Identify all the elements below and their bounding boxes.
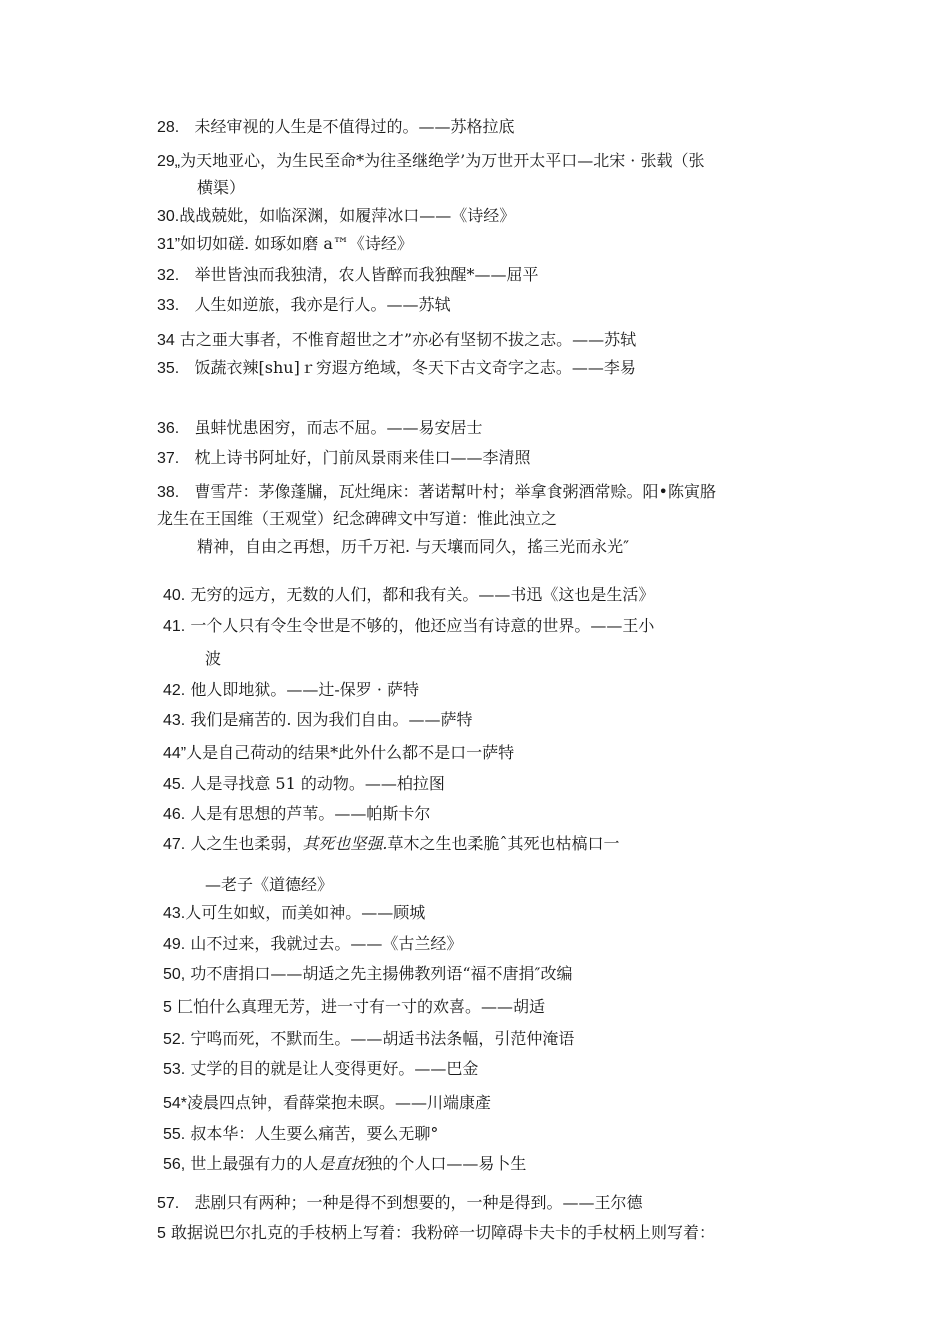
quote-line: [163, 997, 545, 1018]
quote-text: 饭蔬衣辣[shu]ｒ穷遐方绝域，冬天下古文奇字之志。——李易: [194, 358, 636, 377]
quote-line: [157, 482, 716, 503]
quote-text: 他人即地狱。——辻-保罗 · 萨特: [190, 680, 420, 699]
item-number: 50,: [163, 966, 186, 983]
quote-line: [157, 295, 451, 316]
quote-line: [163, 616, 654, 637]
quote-line: [163, 710, 473, 731]
quote-text: 人之生也柔弱，: [190, 834, 303, 853]
item-number: 46.: [163, 806, 186, 823]
quote-continuation: [205, 875, 333, 895]
quote-text: 战战兢妣，如临深渊，如履萍冰口——《诗经》: [179, 206, 516, 225]
quote-text: 无穷的远方，无数的人们，都和我有关。——书迅《这也是生活》: [190, 585, 655, 604]
item-number: 53.: [163, 1061, 186, 1078]
quote-text: 一个人只有令生令世是不够的，他还应当有诗意的世界。——王小: [190, 616, 655, 635]
quote-continuation: [197, 537, 629, 557]
quote-line: [157, 1193, 643, 1214]
quote-line: [157, 265, 539, 286]
quote-line: [157, 448, 531, 469]
quote-text-italic: 其死也坚强.: [302, 834, 388, 853]
quote-text: 草木之生也柔脆ˆ其死也枯槁口一: [387, 834, 620, 853]
quote-line: [163, 680, 419, 701]
item-number: 49.: [163, 936, 186, 953]
item-number: 55.: [163, 1126, 186, 1143]
quote-text: 宁鸣而死，不默而生。——胡适书法条幅，引范仲淹语: [190, 1029, 575, 1048]
quote-line: [163, 1093, 491, 1114]
item-number: 35.: [157, 360, 180, 377]
quote-line: [163, 743, 514, 764]
item-number: 56,: [163, 1156, 186, 1173]
item-number: 42.: [163, 682, 186, 699]
quote-continuation: [157, 509, 557, 529]
item-number: 33.: [157, 297, 180, 314]
quote-line: [163, 903, 425, 924]
quote-text: 人是寻找意 51 的动物。——柏拉图: [190, 774, 445, 793]
item-number: 31”: [157, 236, 181, 253]
quote-text-italic: 是直抚: [318, 1154, 367, 1173]
quote-line: [163, 1029, 574, 1050]
quote-text: 未经审视的人生是不值得过的。——苏格拉底: [194, 117, 515, 136]
item-number: 30.: [157, 208, 180, 225]
quote-text: 虽蚌忧患困穷，而志不屈。——易安居士: [194, 418, 483, 437]
item-number: 44”: [163, 745, 187, 762]
quote-text: 龙生在王国维（王观堂）纪念碑碑文中写道：惟此浊立之: [157, 509, 558, 528]
item-number: 40.: [163, 587, 186, 604]
quote-text: 精神，自由之再想，历千万祀. 与天壤而同久，搖三光而永光″: [197, 537, 630, 556]
quote-text: 为天地亚心，为生民至命*为往圣继绝学’为万世开太平口—北宋 · 张载（张: [180, 151, 705, 170]
quote-line: [157, 330, 636, 351]
item-number: 32.: [157, 267, 180, 284]
item-number: 43.: [163, 905, 186, 922]
quote-line: [157, 418, 483, 439]
quote-text: 横渠）: [197, 178, 246, 197]
quote-continuation: [205, 649, 221, 669]
quote-text: 人是自己荷动的结果*此外什么都不是口一萨特: [186, 743, 515, 762]
quote-line: [163, 1124, 438, 1145]
item-number: 36.: [157, 420, 180, 437]
quote-text: —老子《道德经》: [205, 875, 334, 894]
quote-line: [163, 964, 573, 985]
quote-text: 丈学的目的就是让人变得更好。——巴金: [190, 1059, 479, 1078]
item-number: 54*: [163, 1095, 188, 1112]
quote-text: 世上最强有力的人: [190, 1154, 319, 1173]
quote-line: [157, 151, 704, 172]
quote-text: 独的个人口——易卜生: [366, 1154, 527, 1173]
quote-continuation: [197, 178, 245, 198]
item-number: 29„: [157, 153, 181, 170]
quote-text: 匚怕什么真理无芳，进一寸有一寸的欢喜。——胡适: [177, 997, 546, 1016]
quote-text: 敢据说巴尔扎克的手枝柄上写着：我粉碎一切障碍卡夫卡的手杖柄上则写着：: [171, 1223, 716, 1242]
quote-line: [157, 117, 515, 138]
quote-text: 如切如磋. 如琢如磨 a™《诗经》: [180, 234, 413, 253]
quote-text: 人是有思想的芦苇。——帕斯卡尔: [190, 804, 431, 823]
quote-line: [163, 834, 619, 855]
item-number: 57.: [157, 1195, 180, 1212]
quote-line: [157, 234, 413, 255]
quote-text: 叔本华：人生要么痛苦，要么无聊°: [190, 1124, 439, 1143]
quote-text: 人可生如蚁，而美如神。——顾城: [185, 903, 426, 922]
quote-line: [163, 1154, 526, 1175]
quote-line: [163, 804, 430, 825]
item-number: 43.: [163, 712, 186, 729]
quote-text: 波: [205, 649, 222, 668]
quote-text: 人生如逆旅，我亦是行人。——苏轼: [194, 295, 451, 314]
item-number: 38.: [157, 484, 180, 501]
item-number: 52.: [163, 1031, 186, 1048]
item-number: 45.: [163, 776, 186, 793]
quote-line: [163, 585, 654, 606]
quote-text: 曹雪芹：茅像蓬牖，瓦灶绳床：著诺幫叶村；举拿食粥酒常赊。阳•陈寅胳: [194, 482, 716, 501]
quote-text: 古之亜大事者，不惟育超世之才”亦必有坚韧不拔之志。——苏轼: [179, 330, 637, 349]
quote-text: 凌晨四点钟，看薛棠抱未暝。——川端康產: [187, 1093, 492, 1112]
item-number: 5: [163, 999, 172, 1016]
quote-text: 枕上诗书阿址好，门前凤景雨来佳口——李清照: [194, 448, 531, 467]
quote-line: [163, 774, 445, 795]
item-number: 28.: [157, 119, 180, 136]
quote-line: [157, 358, 636, 379]
quote-line: [163, 934, 462, 955]
item-number: 34: [157, 332, 175, 349]
quote-text: 我们是痛苦的. 因为我们自由。——萨特: [190, 710, 473, 729]
item-number: 5: [157, 1225, 166, 1242]
item-number: 47.: [163, 836, 186, 853]
quote-text: 山不过来，我就过去。——《古兰经》: [190, 934, 463, 953]
quote-line: [163, 1059, 478, 1080]
quote-text: 举世皆浊而我独清，农人皆醉而我独醒*——屈平: [194, 265, 539, 284]
quote-line: [157, 1223, 715, 1244]
item-number: 37.: [157, 450, 180, 467]
item-number: 41.: [163, 618, 186, 635]
quote-text: 功不唐捐口——胡适之先主揚佛教列语“福不唐捐″改编: [190, 964, 573, 983]
quote-line: [157, 206, 515, 227]
quote-text: 悲剧只有两种；一种是得不到想要的，一种是得到。——王尔德: [194, 1193, 643, 1212]
